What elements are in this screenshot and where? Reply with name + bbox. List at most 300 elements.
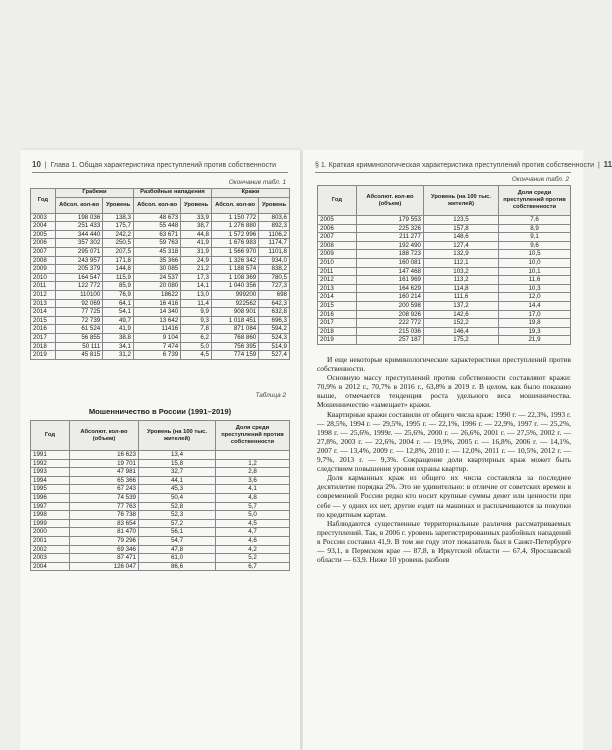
value-cell: 1 676 983 xyxy=(211,239,258,248)
value-cell: 49,7 xyxy=(103,316,134,325)
value-cell: 9,6 xyxy=(499,241,571,250)
table-row xyxy=(31,485,290,494)
table1-header-year: Год xyxy=(31,189,56,214)
value-cell: 77 725 xyxy=(56,308,103,317)
year-cell: 2000 xyxy=(31,528,70,537)
value-cell: 10,1 xyxy=(499,267,571,276)
table-row xyxy=(318,284,571,293)
year-cell: 1998 xyxy=(31,511,70,520)
table-row xyxy=(31,536,290,545)
value-cell: 32,7 xyxy=(139,468,216,477)
value-cell: 81 470 xyxy=(70,528,139,537)
value-cell: 83 654 xyxy=(70,519,139,528)
table-row xyxy=(318,319,571,328)
value-cell: 76 738 xyxy=(70,511,139,520)
value-cell: 11416 xyxy=(133,325,180,334)
table-row xyxy=(318,267,571,276)
value-cell: 103,2 xyxy=(424,267,499,276)
table1-subheader: Абсол. кол-во xyxy=(133,197,180,213)
value-cell: 50 111 xyxy=(56,342,103,351)
value-cell: 774 159 xyxy=(211,351,258,360)
value-cell: 56 855 xyxy=(56,333,103,342)
table-row xyxy=(31,545,290,554)
value-cell: 30 085 xyxy=(133,265,180,274)
table-row xyxy=(318,250,571,259)
table-row xyxy=(31,239,290,248)
year-cell: 2019 xyxy=(318,336,357,345)
value-cell: 24 537 xyxy=(133,273,180,282)
year-cell: 2015 xyxy=(318,301,357,310)
year-cell: 2003 xyxy=(31,213,56,222)
year-cell: 2011 xyxy=(318,267,357,276)
year-cell: 2014 xyxy=(31,308,56,317)
value-cell: 148,6 xyxy=(424,233,499,242)
value-cell: 642,3 xyxy=(259,299,290,308)
value-cell: 45,3 xyxy=(139,485,216,494)
value-cell: 1 188 574 xyxy=(211,265,258,274)
value-cell: 727,3 xyxy=(259,282,290,291)
year-cell: 1995 xyxy=(31,485,70,494)
table2-header: Абсолют. кол-во (объем) xyxy=(70,421,139,451)
value-cell: 10,3 xyxy=(499,284,571,293)
table-row xyxy=(31,222,290,231)
value-cell: 127,4 xyxy=(424,241,499,250)
value-cell: 780,5 xyxy=(259,273,290,282)
year-cell: 2006 xyxy=(31,239,56,248)
table-row xyxy=(31,299,290,308)
value-cell: 5,0 xyxy=(181,342,212,351)
left-page xyxy=(20,150,300,750)
value-cell: 164 629 xyxy=(357,284,424,293)
value-cell: 132,9 xyxy=(424,250,499,259)
value-cell: 77 763 xyxy=(70,502,139,511)
value-cell: 85,9 xyxy=(103,282,134,291)
value-cell: 57,2 xyxy=(139,519,216,528)
table-row xyxy=(318,233,571,242)
value-cell: 17,0 xyxy=(499,310,571,319)
value-cell: 146,4 xyxy=(424,327,499,336)
value-cell: 16 416 xyxy=(133,299,180,308)
table2-end-header: Абсолют. кол-во (объем) xyxy=(357,186,424,216)
value-cell: 52,3 xyxy=(139,511,216,520)
table-row xyxy=(31,502,290,511)
table-row xyxy=(31,351,290,360)
value-cell: 2,8 xyxy=(216,468,290,477)
table2-end-header: Год xyxy=(318,186,357,216)
year-cell: 1996 xyxy=(31,493,70,502)
value-cell xyxy=(216,451,290,460)
value-cell: 41,9 xyxy=(103,325,134,334)
table-row xyxy=(31,468,290,477)
value-cell: 11,4 xyxy=(181,299,212,308)
value-cell: 123,5 xyxy=(424,216,499,225)
value-cell: 14 340 xyxy=(133,308,180,317)
table-row xyxy=(31,493,290,502)
value-cell: 54,7 xyxy=(139,536,216,545)
value-cell: 5,2 xyxy=(216,554,290,563)
table1-caption: Окончание табл. 1 xyxy=(228,179,286,186)
value-cell: 207,5 xyxy=(103,247,134,256)
table2-header: Год xyxy=(31,421,70,451)
table2-header: Доля среди преступлений против собственности xyxy=(216,421,290,451)
year-cell: 2016 xyxy=(318,310,357,319)
value-cell: 152,2 xyxy=(424,319,499,328)
value-cell: 243 957 xyxy=(56,256,103,265)
value-cell: 7 474 xyxy=(133,342,180,351)
value-cell: 21,2 xyxy=(181,265,212,274)
table1 xyxy=(30,188,290,360)
value-cell: 137,2 xyxy=(424,301,499,310)
value-cell: 113,2 xyxy=(424,276,499,285)
value-cell: 1 566 970 xyxy=(211,247,258,256)
value-cell: 111,6 xyxy=(424,293,499,302)
value-cell: 13 642 xyxy=(133,316,180,325)
year-cell: 1997 xyxy=(31,502,70,511)
value-cell: 1174,7 xyxy=(259,239,290,248)
year-cell: 1991 xyxy=(31,451,70,460)
table-row xyxy=(318,216,571,225)
value-cell: 44,8 xyxy=(181,230,212,239)
value-cell: 7,6 xyxy=(499,216,571,225)
year-cell: 2018 xyxy=(318,327,357,336)
value-cell: 999200 xyxy=(211,290,258,299)
value-cell: 18622 xyxy=(133,290,180,299)
table-row xyxy=(31,451,290,460)
year-cell: 2006 xyxy=(318,224,357,233)
value-cell: 1 018 451 xyxy=(211,316,258,325)
table-row xyxy=(318,293,571,302)
right-running-head: § 1. Краткая криминологическая характеристика преступлений против собственности | 11 xyxy=(315,160,571,173)
value-cell: 31,9 xyxy=(181,247,212,256)
value-cell: 768 860 xyxy=(211,333,258,342)
year-cell: 2005 xyxy=(31,230,56,239)
year-cell: 2003 xyxy=(31,554,70,563)
value-cell: 19 701 xyxy=(70,459,139,468)
table1-subheader: Уровень xyxy=(259,197,290,213)
year-cell: 2017 xyxy=(31,333,56,342)
value-cell: 594,2 xyxy=(259,325,290,334)
value-cell: 87 471 xyxy=(70,554,139,563)
year-cell: 2007 xyxy=(318,233,357,242)
value-cell: 164 547 xyxy=(56,273,103,282)
year-cell: 1992 xyxy=(31,459,70,468)
value-cell: 211 277 xyxy=(357,233,424,242)
value-cell: 344 440 xyxy=(56,230,103,239)
value-cell: 7,8 xyxy=(181,325,212,334)
value-cell: 147 468 xyxy=(357,267,424,276)
value-cell: 157,8 xyxy=(424,224,499,233)
value-cell: 208 926 xyxy=(357,310,424,319)
table-row xyxy=(31,333,290,342)
value-cell: 17,3 xyxy=(181,273,212,282)
table-row xyxy=(318,301,571,310)
value-cell: 527,4 xyxy=(259,351,290,360)
year-cell: 2009 xyxy=(31,265,56,274)
value-cell: 16 623 xyxy=(70,451,139,460)
value-cell: 10,5 xyxy=(499,250,571,259)
value-cell: 20 080 xyxy=(133,282,180,291)
value-cell: 1101,8 xyxy=(259,247,290,256)
table-row xyxy=(31,528,290,537)
table-row xyxy=(31,265,290,274)
value-cell: 110100 xyxy=(56,290,103,299)
value-cell: 756 395 xyxy=(211,342,258,351)
value-cell: 79 296 xyxy=(70,536,139,545)
value-cell: 14,4 xyxy=(499,301,571,310)
table2-header: Уровень (на 100 тыс. жителей) xyxy=(139,421,216,451)
value-cell: 295 071 xyxy=(56,247,103,256)
table-row xyxy=(31,342,290,351)
right-page-number: 11 xyxy=(603,160,612,169)
year-cell: 2007 xyxy=(31,247,56,256)
value-cell: 1 150 772 xyxy=(211,213,258,222)
paragraph: И еще некоторые криминологические характеристики преступлений против собственности. xyxy=(317,355,571,374)
value-cell: 1 572 996 xyxy=(211,230,258,239)
value-cell: 35 366 xyxy=(133,256,180,265)
table-row xyxy=(31,519,290,528)
year-cell: 2018 xyxy=(31,342,56,351)
value-cell: 6 739 xyxy=(133,351,180,360)
year-cell: 2010 xyxy=(318,258,357,267)
table-row xyxy=(318,258,571,267)
table1-subheader: Уровень xyxy=(103,197,134,213)
value-cell: 1 276 880 xyxy=(211,222,258,231)
value-cell: 4,5 xyxy=(181,351,212,360)
value-cell: 934,0 xyxy=(259,256,290,265)
value-cell: 175,7 xyxy=(103,222,134,231)
value-cell: 908 901 xyxy=(211,308,258,317)
value-cell: 61,0 xyxy=(139,554,216,563)
value-cell: 222 772 xyxy=(357,319,424,328)
value-cell: 65 366 xyxy=(70,476,139,485)
table2-end-header: Уровень (на 100 тыс. жителей) xyxy=(424,186,499,216)
value-cell: 696,3 xyxy=(259,316,290,325)
year-cell: 2016 xyxy=(31,325,56,334)
value-cell: 6,2 xyxy=(181,333,212,342)
table-row xyxy=(318,336,571,345)
year-cell: 2009 xyxy=(318,250,357,259)
value-cell: 19,3 xyxy=(499,327,571,336)
table-row xyxy=(31,562,290,571)
value-cell: 1 040 356 xyxy=(211,282,258,291)
table1-subheader: Абсол. кол-во xyxy=(56,197,103,213)
value-cell: 13,0 xyxy=(181,290,212,299)
left-running-head: 10 | Глава 1. Общая характеристика преступлений против собственности xyxy=(32,160,288,173)
year-cell: 2012 xyxy=(31,290,56,299)
value-cell: 205 379 xyxy=(56,265,103,274)
value-cell: 3,6 xyxy=(216,476,290,485)
year-cell: 2001 xyxy=(31,536,70,545)
value-cell: 59 763 xyxy=(133,239,180,248)
year-cell: 2013 xyxy=(318,284,357,293)
table2-end-header: Доля среди преступлений против собственности xyxy=(499,186,571,216)
value-cell: 160 214 xyxy=(357,293,424,302)
year-cell: 2011 xyxy=(31,282,56,291)
value-cell: 892,3 xyxy=(259,222,290,231)
value-cell: 175,2 xyxy=(424,336,499,345)
value-cell: 242,2 xyxy=(103,230,134,239)
value-cell: 698 xyxy=(259,290,290,299)
table1-header-robbery: Грабежи xyxy=(56,189,134,198)
paragraph: Основную массу преступлений против собственности составляют кражи: 70,9% в 2012 г., 70,7% в 2016 г., 63,8% в 2019 г. В целом, как было показано выше, отмечается тенденция роста удельного веса мошенничества. Мошенничество «замещает» кражи. xyxy=(317,373,571,410)
table-row xyxy=(31,325,290,334)
year-cell: 2013 xyxy=(31,299,56,308)
value-cell: 1 108 369 xyxy=(211,273,258,282)
value-cell: 632,8 xyxy=(259,308,290,317)
value-cell: 38,8 xyxy=(103,333,134,342)
value-cell: 215 036 xyxy=(357,327,424,336)
table-row xyxy=(31,256,290,265)
table2 xyxy=(30,420,290,571)
value-cell: 86,6 xyxy=(139,562,216,571)
year-cell: 2002 xyxy=(31,545,70,554)
value-cell: 126 047 xyxy=(70,562,139,571)
table2-end-caption: Окончание табл. 2 xyxy=(511,176,569,183)
table-row xyxy=(31,308,290,317)
value-cell: 9 104 xyxy=(133,333,180,342)
value-cell: 4,1 xyxy=(216,485,290,494)
value-cell: 5,0 xyxy=(216,511,290,520)
year-cell: 2008 xyxy=(318,241,357,250)
table-row xyxy=(318,310,571,319)
value-cell: 8,9 xyxy=(499,224,571,233)
left-page-number: 10 xyxy=(32,160,41,169)
value-cell: 14,1 xyxy=(181,282,212,291)
value-cell: 514,9 xyxy=(259,342,290,351)
value-cell: 19,8 xyxy=(499,319,571,328)
value-cell: 144,8 xyxy=(103,265,134,274)
value-cell: 114,8 xyxy=(424,284,499,293)
table2-end xyxy=(317,185,571,345)
year-cell: 1999 xyxy=(31,519,70,528)
value-cell: 45 815 xyxy=(56,351,103,360)
right-running-head-text: § 1. Краткая криминологическая характеристика преступлений против собственности xyxy=(315,162,595,169)
value-cell: 192 490 xyxy=(357,241,424,250)
year-cell: 2008 xyxy=(31,256,56,265)
value-cell: 171,8 xyxy=(103,256,134,265)
year-cell: 1994 xyxy=(31,476,70,485)
table-row xyxy=(31,476,290,485)
table-row xyxy=(31,511,290,520)
value-cell: 45 318 xyxy=(133,247,180,256)
table-row xyxy=(31,459,290,468)
value-cell: 54,1 xyxy=(103,308,134,317)
value-cell: 138,3 xyxy=(103,213,134,222)
value-cell: 5,7 xyxy=(216,502,290,511)
value-cell: 11,6 xyxy=(499,276,571,285)
paragraph: Доля карманных краж из общего их числа составляла за последнее десятилетие порядка 2%. Это не удивительно: в отличие от советских времен в современной России редко кто носит крупные суммы денег или ценности при себе — у одних их нет, другие ездят на машинах и расплачиваются за покупки по кредитным картам. xyxy=(317,473,571,519)
value-cell: 15,8 xyxy=(139,459,216,468)
value-cell: 50,4 xyxy=(139,493,216,502)
value-cell: 4,8 xyxy=(216,493,290,502)
value-cell: 357 302 xyxy=(56,239,103,248)
value-cell: 9,1 xyxy=(499,233,571,242)
value-cell: 112,1 xyxy=(424,258,499,267)
table-row xyxy=(31,282,290,291)
value-cell: 72 739 xyxy=(56,316,103,325)
value-cell: 142,6 xyxy=(424,310,499,319)
value-cell: 61 524 xyxy=(56,325,103,334)
value-cell: 6,7 xyxy=(216,562,290,571)
value-cell: 44,1 xyxy=(139,476,216,485)
table-row xyxy=(31,273,290,282)
table-row xyxy=(31,290,290,299)
value-cell: 47 981 xyxy=(70,468,139,477)
table1-header-assault: Разбойные нападения xyxy=(133,189,211,198)
value-cell: 31,2 xyxy=(103,351,134,360)
value-cell: 47,8 xyxy=(139,545,216,554)
value-cell: 21,9 xyxy=(499,336,571,345)
year-cell: 2014 xyxy=(318,293,357,302)
value-cell: 63 671 xyxy=(133,230,180,239)
value-cell: 56,1 xyxy=(139,528,216,537)
table-row xyxy=(318,241,571,250)
year-cell: 2012 xyxy=(318,276,357,285)
year-cell: 2004 xyxy=(31,562,70,571)
table-row xyxy=(31,213,290,222)
table-row xyxy=(31,554,290,563)
body-text xyxy=(317,355,571,564)
value-cell: 198 036 xyxy=(56,213,103,222)
value-cell: 69 346 xyxy=(70,545,139,554)
paragraph: Наблюдаются существенные территориальные различия рассматриваемых преступлений. Так, в 2006 г. уровень зарегистрированных разбойных нападений в России составил 41,9. В том же году этот показатель был в Санкт-Петербурге — 93,1, в Пермском крае — 87,8, в Иркутской области — 67,4, Ярославской области — 63,9. Ниже 10 уровень разбоев xyxy=(317,518,571,565)
value-cell: 24,9 xyxy=(181,256,212,265)
right-page xyxy=(303,150,612,750)
value-cell: 67 243 xyxy=(70,485,139,494)
value-cell: 64,1 xyxy=(103,299,134,308)
value-cell: 871 084 xyxy=(211,325,258,334)
value-cell: 1106,2 xyxy=(259,230,290,239)
value-cell: 179 553 xyxy=(357,216,424,225)
value-cell: 188 723 xyxy=(357,250,424,259)
left-running-head-text: Глава 1. Общая характеристика преступлений против собственности xyxy=(50,162,277,169)
value-cell: 76,9 xyxy=(103,290,134,299)
table1-subheader: Уровень xyxy=(181,197,212,213)
value-cell: 1,2 xyxy=(216,459,290,468)
value-cell: 251 433 xyxy=(56,222,103,231)
table-row xyxy=(318,276,571,285)
value-cell: 4,2 xyxy=(216,545,290,554)
table-row xyxy=(31,247,290,256)
value-cell: 922562 xyxy=(211,299,258,308)
value-cell: 4,5 xyxy=(216,519,290,528)
value-cell: 9,9 xyxy=(181,308,212,317)
value-cell: 52,8 xyxy=(139,502,216,511)
paragraph: Квартирные кражи составили от общего числа краж: 1990 г. — 22,3%, 1993 г. — 28,5%, 1994 г. — 29,5%, 1995 г. — 22,1%, 1996 г. — 22,9%, 1997 г. — 25,2%, 1998 г. — 25,6%, 1999г. — 25,6%, 2000 г. — 26,6%, 2001 г. — 27,5%, 2002 г. — 27,8%, 2003 г. — 22,6%, 2004 г. — 19,9%, 2005 г. — 16,8%, 2006 г. — 14,1%, 2007 г. — 13,4%, 2009 г. — 12,8%, 2010 г. — 12,0%, 2011 г. — 10,5%, 2012 г. — 9,7%, 2013 г. — 9,3%. Сокращение доли квартирных краж может быть следствием повышения уровня охраны квартир. xyxy=(317,409,571,474)
table-row xyxy=(31,316,290,325)
year-cell: 2005 xyxy=(318,216,357,225)
table-row xyxy=(318,224,571,233)
table1-subheader: Абсол. кол-во xyxy=(211,197,258,213)
year-cell: 2019 xyxy=(31,351,56,360)
value-cell: 10,0 xyxy=(499,258,571,267)
value-cell: 1 326 342 xyxy=(211,256,258,265)
value-cell: 200 598 xyxy=(357,301,424,310)
value-cell: 122 772 xyxy=(56,282,103,291)
year-cell: 1993 xyxy=(31,468,70,477)
table1-header-theft: Кражи xyxy=(211,189,289,198)
value-cell: 4,7 xyxy=(216,528,290,537)
value-cell: 13,4 xyxy=(139,451,216,460)
year-cell: 2004 xyxy=(31,222,56,231)
value-cell: 4,6 xyxy=(216,536,290,545)
table-row xyxy=(31,230,290,239)
value-cell: 803,6 xyxy=(259,213,290,222)
value-cell: 34,1 xyxy=(103,342,134,351)
value-cell: 41,9 xyxy=(181,239,212,248)
value-cell: 33,9 xyxy=(181,213,212,222)
table2-caption: Таблица 2 xyxy=(255,392,286,399)
